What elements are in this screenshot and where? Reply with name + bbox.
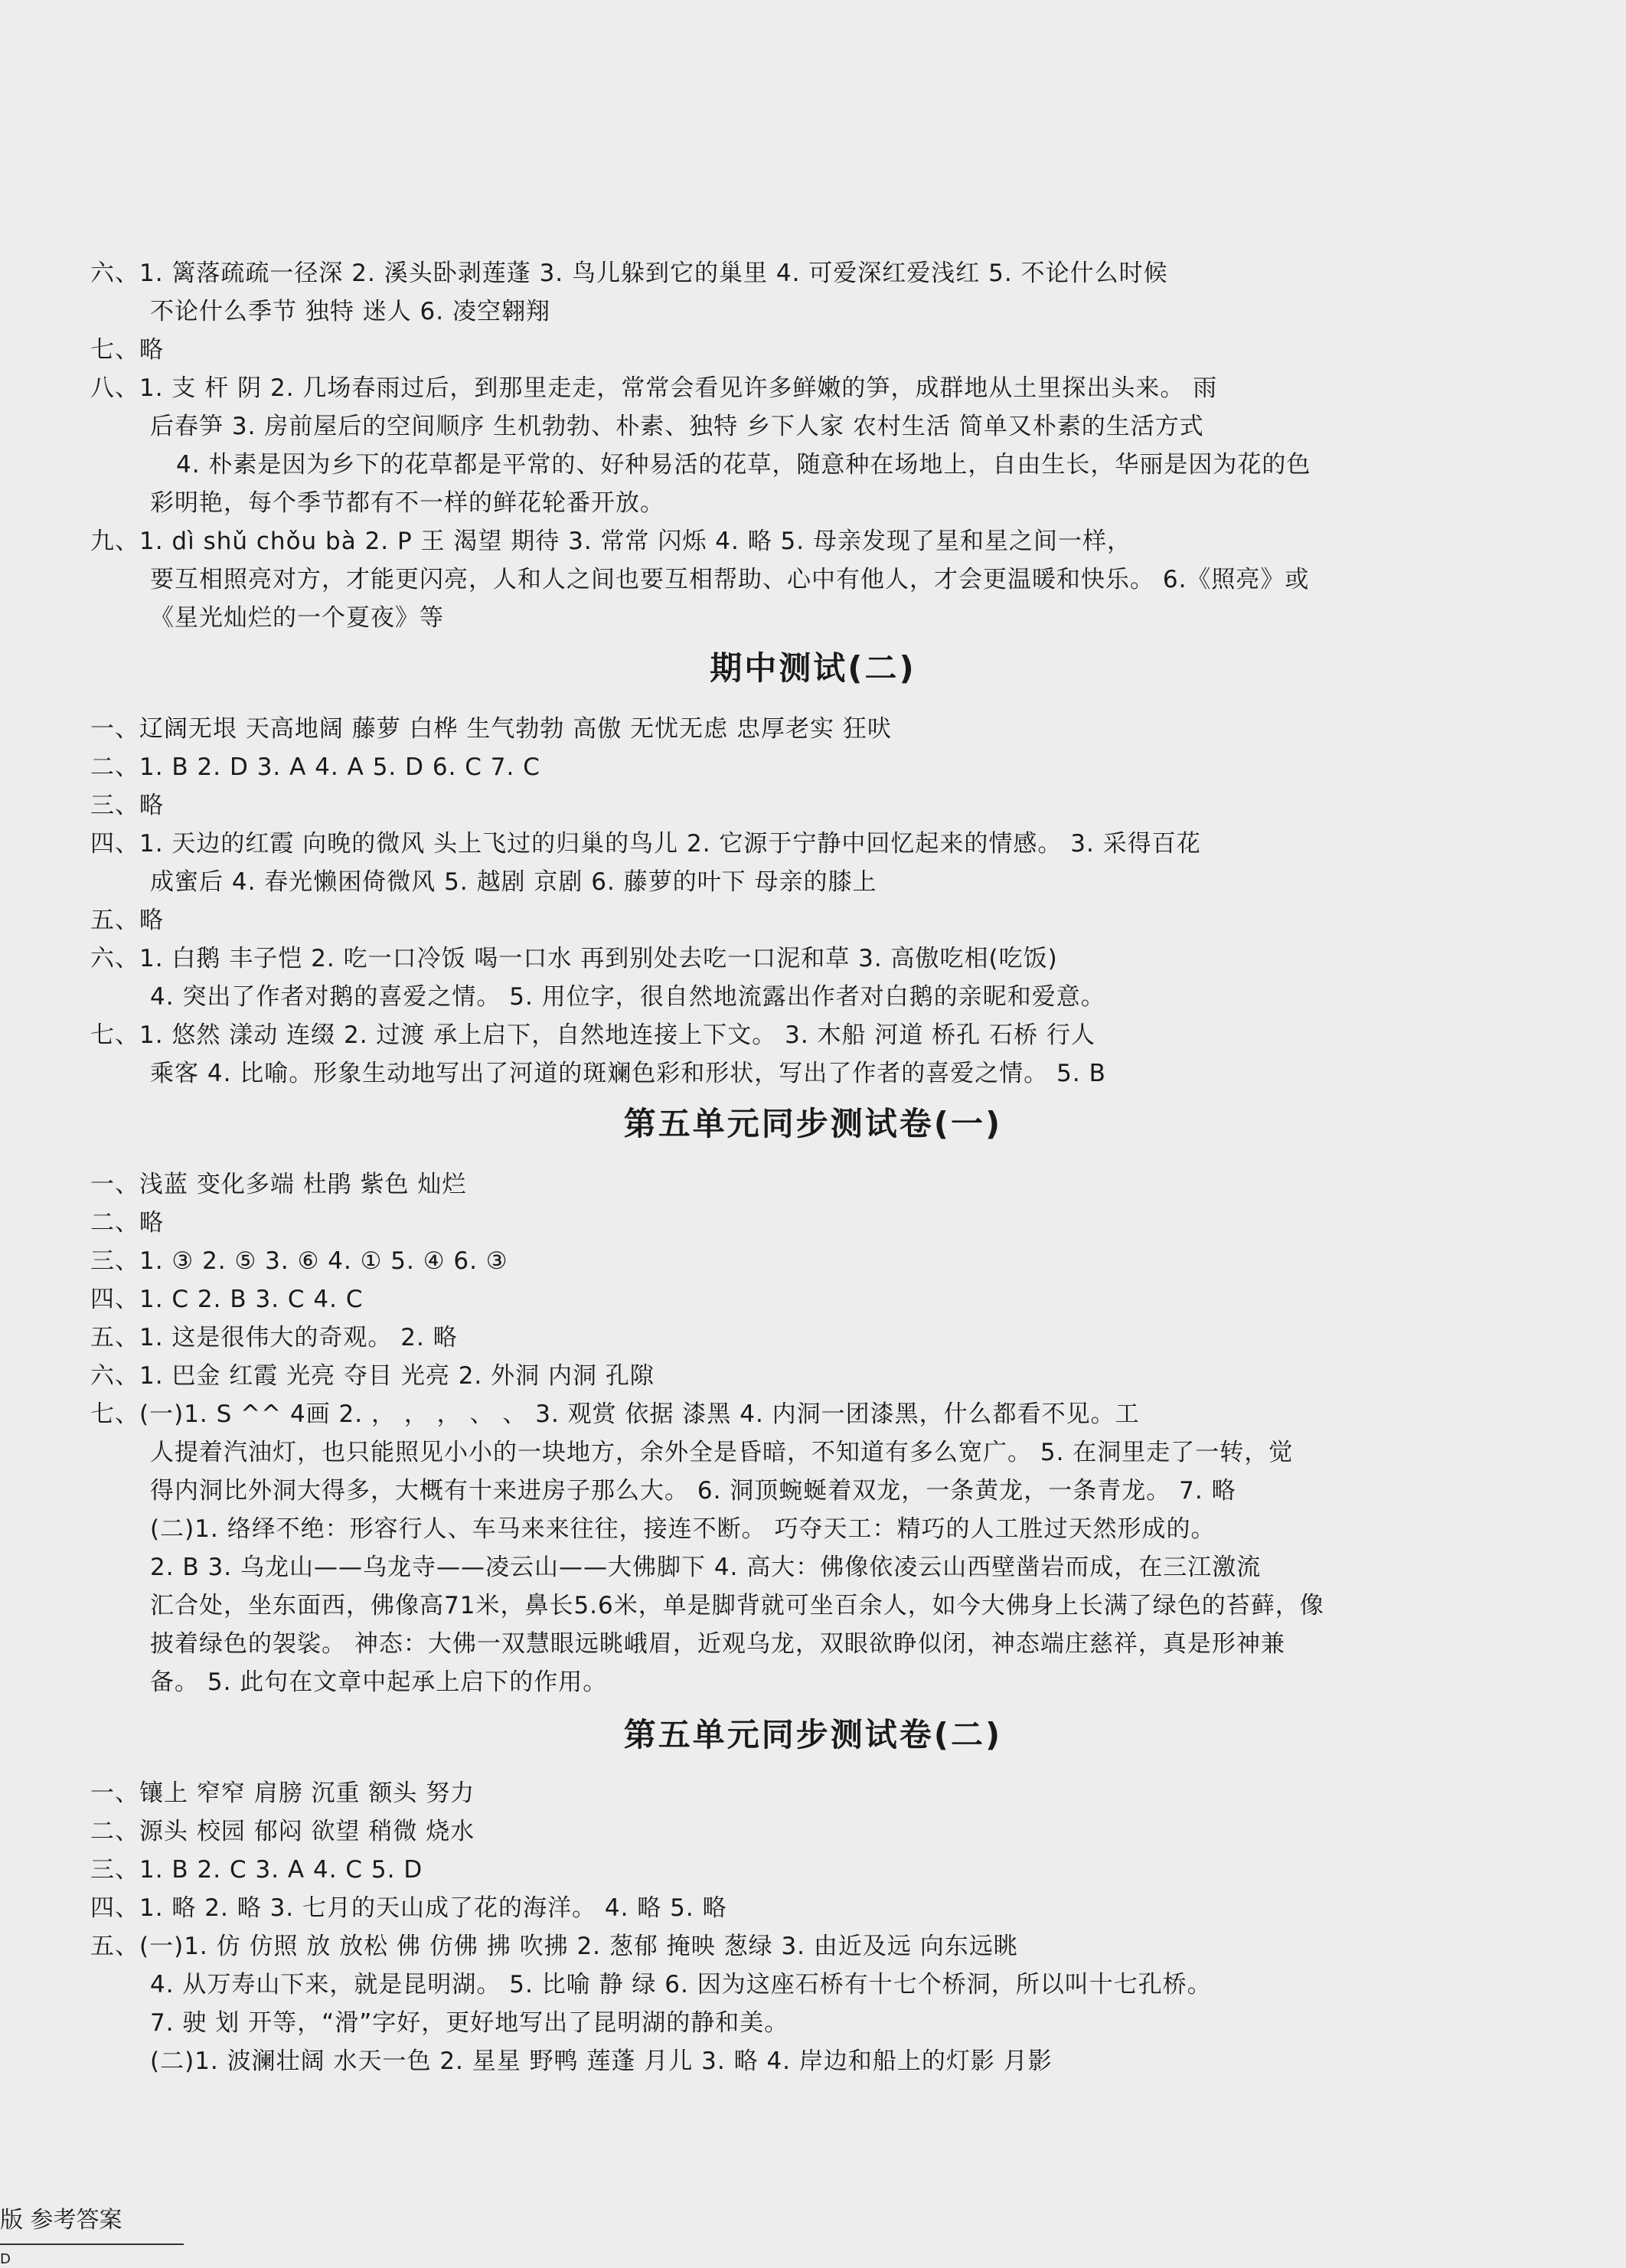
answer-line: 三、略 [90, 792, 164, 819]
section-heading: 第五单元同步测试卷(一) [623, 1105, 1003, 1142]
answer-line: 九、1. dì shǔ chǒu bà 2. P 王 渴望 期待 3. 常常 闪烁 4. 略 5. 母亲发现了星和星之间一样， [90, 528, 1131, 555]
answer-line: 五、(一)1. 仿 仿照 放 放松 佛 仿佛 拂 吹拂 2. 葱郁 掩映 葱绿 3. 由近及远 向东远眺 [90, 1933, 1018, 1960]
answer-line: 七、1. 悠然 漾动 连缀 2. 过渡 承上启下，自然地连接上下文。 3. 木船 河道 桥孔 石桥 行人 [90, 1021, 1095, 1049]
answer-line: 7. 驶 划 开等，“滑”字好，更好地写出了昆明湖的静和美。 [150, 2009, 789, 2037]
answer-line: 四、1. 天边的红霞 向晚的微风 头上飞过的归巢的鸟儿 2. 它源于宁静中回忆起来的情感。 3. 采得百花 [90, 830, 1201, 858]
answer-line: 五、略 [90, 907, 164, 934]
answer-line: 人提着汽油灯，也只能照见小小的一块地方，余外全是昏暗，不知道有多么宽广。 5. 在洞里走了一转，觉 [150, 1439, 1294, 1466]
answer-line: 要互相照亮对方，才能更闪亮，人和人之间也要互相帮助、心中有他人，才会更温暖和快乐。 6.《照亮》或 [150, 566, 1310, 593]
answer-line: 一、浅蓝 变化多端 杜鹃 紫色 灿烂 [90, 1171, 467, 1198]
answer-line: 2. B 3. 乌龙山——乌龙寺——凌云山——大佛脚下 4. 高大：佛像依凌云山西壁凿岩而成，在三江激流 [150, 1554, 1262, 1581]
answer-line: 五、1. 这是很伟大的奇观。 2. 略 [90, 1324, 458, 1351]
answer-line: 备。 5. 此句在文章中起承上启下的作用。 [150, 1668, 608, 1696]
answer-line: 六、1. 巴金 红霞 光亮 夺目 光亮 2. 外洞 内洞 孔隙 [90, 1362, 655, 1390]
footer-label: 版 参考答案 [0, 2207, 122, 2234]
answer-line: 三、1. B 2. C 3. A 4. C 5. D [90, 1856, 423, 1884]
section-heading: 第五单元同步测试卷(二) [623, 1716, 1003, 1753]
answer-line: 四、1. 略 2. 略 3. 七月的天山成了花的海洋。 4. 略 5. 略 [90, 1894, 727, 1922]
footer-mark: D [0, 2251, 11, 2267]
answer-line: (二)1. 络绎不绝：形容行人、车马来来往往，接连不断。 巧夺天工：精巧的人工胜过天然形成的。 [150, 1515, 1216, 1543]
answer-line: 得内洞比外洞大得多，大概有十来进房子那么大。 6. 洞顶蜿蜒着双龙，一条黄龙，一条青龙。 7. 略 [150, 1477, 1236, 1505]
section-heading: 期中测试(二) [710, 649, 916, 687]
footer-divider [0, 2243, 184, 2245]
answer-line: 不论什么季节 独特 迷人 6. 凌空翱翔 [150, 298, 550, 325]
answer-line: 披着绿色的袈裟。 神态：大佛一双慧眼远眺峨眉，近观乌龙，双眼欲睁似闭，神态端庄慈祥，真是形神兼 [150, 1630, 1285, 1658]
answer-line: 八、1. 支 杆 阴 2. 几场春雨过后，到那里走走，常常会看见许多鲜嫩的笋，成群地从土里探出头来。 雨 [90, 374, 1218, 402]
answer-line: 四、1. C 2. B 3. C 4. C [90, 1286, 364, 1313]
answer-line: 六、1. 白鹅 丰子恺 2. 吃一口冷饭 喝一口水 再到别处去吃一口泥和草 3. 高傲吃相(吃饭) [90, 945, 1058, 972]
answer-line: 汇合处，坐东面西，佛像高71米，鼻长5.6米，单是脚背就可坐百余人，如今大佛身上长满了绿色的苔藓，像 [150, 1592, 1324, 1619]
answer-line: 六、1. 篱落疏疏一径深 2. 溪头卧剥莲蓬 3. 鸟儿躲到它的巢里 4. 可爱深红爱浅红 5. 不论什么时候 [90, 260, 1168, 287]
answer-line: 三、1. ③ 2. ⑤ 3. ⑥ 4. ① 5. ④ 6. ③ [90, 1247, 508, 1275]
answer-line: 二、1. B 2. D 3. A 4. A 5. D 6. C 7. C [90, 753, 540, 781]
answer-line: 彩明艳，每个季节都有不一样的鲜花轮番开放。 [150, 489, 664, 517]
answer-line: 4. 突出了作者对鹅的喜爱之情。 5. 用位字，很自然地流露出作者对白鹅的亲昵和爱意。 [150, 983, 1105, 1011]
answer-line: 二、源头 校园 郁闷 欲望 稍微 烧水 [90, 1818, 475, 1845]
answer-line: 一、镶上 窄窄 肩膀 沉重 额头 努力 [90, 1779, 475, 1807]
answer-line: (二)1. 波澜壮阔 水天一色 2. 星星 野鸭 莲蓬 月儿 3. 略 4. 岸边和船上的灯影 月影 [150, 2047, 1053, 2075]
answer-line: 乘客 4. 比喻。形象生动地写出了河道的斑斓色彩和形状，写出了作者的喜爱之情。 5. B [150, 1060, 1106, 1087]
answer-line: 成蜜后 4. 春光懒困倚微风 5. 越剧 京剧 6. 藤萝的叶下 母亲的膝上 [150, 868, 877, 896]
answer-line: 二、略 [90, 1209, 164, 1237]
answer-line: 4. 从万寿山下来，就是昆明湖。 5. 比喻 静 绿 6. 因为这座石桥有十七个桥洞，所以叫十七孔桥。 [150, 1971, 1212, 1998]
answer-line: 七、略 [90, 336, 164, 364]
answer-line: 4. 朴素是因为乡下的花草都是平常的、好种易活的花草，随意种在场地上，自由生长，华丽是因为花的色 [176, 451, 1311, 479]
answer-line: 《星光灿烂的一个夏夜》等 [150, 604, 444, 632]
answer-line: 七、(一)1. S ^^ 4画 2. ， ， ， 、 、 3. 观赏 依据 漆黑 4. 内洞一团漆黑，什么都看不见。工 [90, 1400, 1140, 1428]
answer-line: 一、辽阔无垠 天高地阔 藤萝 白桦 生气勃勃 高傲 无忧无虑 忠厚老实 狂吠 [90, 715, 892, 743]
answer-line: 后春笋 3. 房前屋后的空间顺序 生机勃勃、朴素、独特 乡下人家 农村生活 简单又朴素的生活方式 [150, 413, 1204, 440]
